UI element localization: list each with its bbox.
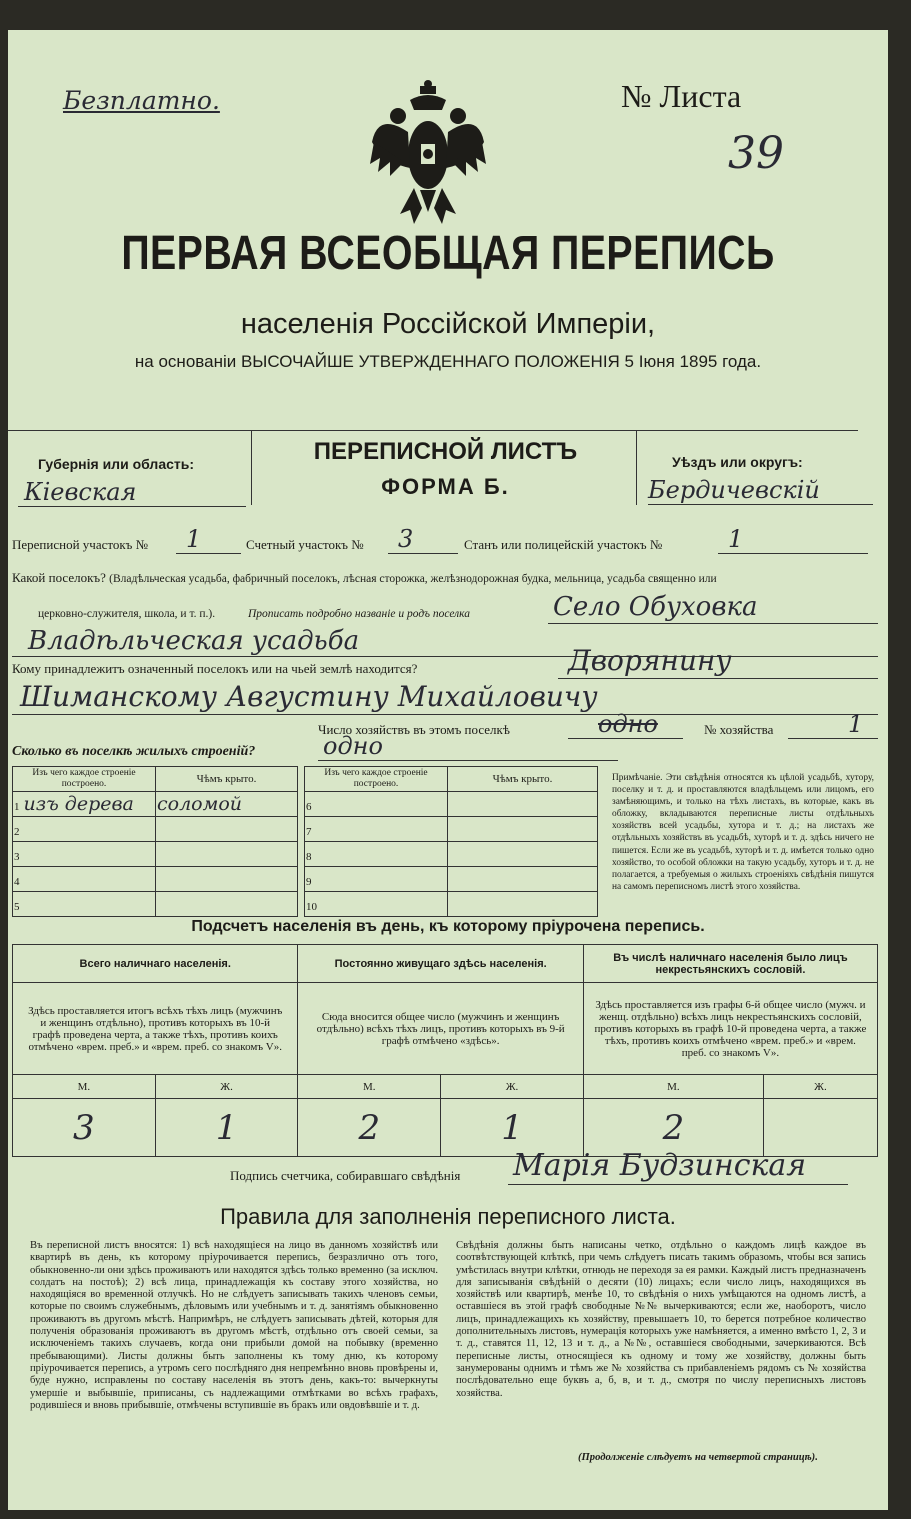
underline	[176, 553, 241, 554]
building-material-cell	[13, 817, 156, 842]
uezd-label: Уѣздъ или округъ:	[672, 454, 803, 470]
building-number: 7	[306, 826, 312, 838]
census-sheet	[8, 30, 888, 1510]
building-roof-value	[448, 817, 598, 842]
sheet-number-value: 39	[728, 128, 784, 179]
buildings-value: одно	[323, 732, 383, 760]
main-title: ПЕРВАЯ ВСЕОБЩАЯ ПЕРЕПИСЬ	[121, 227, 775, 280]
signature-label: Подпись счетчика, собиравшаго свѣдѣнія	[230, 1168, 461, 1183]
underline	[788, 738, 878, 739]
building-number: 8	[306, 851, 312, 863]
underline	[548, 623, 878, 624]
household-number-value: 1	[848, 710, 864, 738]
rules-continued: (Продолженіе слѣдуетъ на четвертой страницѣ).	[578, 1452, 818, 1463]
building-number: 2	[14, 826, 20, 838]
underline	[18, 506, 246, 507]
permanent-female-value: 1	[441, 1099, 584, 1157]
underline	[12, 714, 878, 715]
buildings-label: Сколько въ поселкѣ жилыхъ строеній?	[12, 744, 256, 759]
building-number: 1	[14, 801, 20, 813]
divider	[251, 430, 252, 505]
sheet-number-label: № Листа	[621, 78, 742, 114]
building-row	[305, 792, 598, 817]
population-col-nonpeasant-text: Здѣсь проставляется изъ графы 6-й общее число (мужч. и женщ. отдѣльно) всѣхъ лицъ некрестьянскихъ сословій, противъ которыхъ въ графѣ 10-й проведена черта, а также тѣхъ, противъ коихъ отмѣчено «врем. преб.» и «врем. преб. со знакомъ V».	[583, 983, 877, 1075]
gubernia-value: Кіевская	[24, 478, 137, 506]
building-material-cell	[305, 817, 448, 842]
column-header-roof: Чѣмъ крыто.	[156, 767, 298, 792]
form-name: ФОРМА Б.	[381, 474, 510, 499]
census-district-label: Переписной участокъ №	[12, 537, 149, 552]
male-label: М.	[298, 1075, 441, 1099]
household-number-label: № хозяйства	[704, 722, 774, 737]
population-col-permanent-text: Сюда вносится общее число (мужчинъ и женщинъ отдѣльно) всѣхъ тѣхъ лицъ, противъ которыхъ въ 9-й графѣ отмѣчено «здѣсь».	[298, 983, 583, 1075]
note: Примѣчаніе. Эти свѣдѣнія относятся къ цѣлой усадьбѣ, хутору, поселку и т. д. и проставляются владѣльцемъ или лицомъ, его замѣняющимъ, и только на тѣхъ листахъ, въ которые, какъ въ обложку, вкладываются переписные листы отдѣльныхъ хозяйствъ всей усадьбы, хутора и т. д.; на листахъ же отдѣльныхъ хозяйствъ въ усадьбѣ, хуторѣ и т. д. здѣсь ничего не пишется. Если же въ усадьбѣ, хуторѣ и т. д. имѣется только одно хозяйство, то особой обложки на такую усадьбу, хуторъ и т. д. не полагается, а требуемыя о жилыхъ строеніяхъ свѣдѣнія пишутся на самомъ переписномъ листѣ этого хозяйства.	[612, 773, 874, 892]
building-material-cell	[13, 792, 156, 817]
signature-value: Марія Будзинская	[513, 1148, 807, 1183]
settlement-question	[12, 570, 882, 586]
column-header-roof: Чѣмъ крыто.	[448, 767, 598, 792]
male-label: М.	[13, 1075, 156, 1099]
owner-value-1: Дворянину	[568, 644, 732, 677]
households-label: Число хозяйствъ въ этомъ поселкѣ	[318, 722, 510, 737]
building-roof-value	[156, 867, 298, 892]
census-district-value: 1	[186, 525, 202, 553]
building-material-cell	[13, 892, 156, 917]
building-number: 4	[14, 876, 20, 888]
building-material-value: изъ дерева	[23, 793, 134, 815]
settlement-question-label: Какой поселокъ?	[12, 570, 106, 585]
building-number: 5	[14, 901, 20, 913]
building-number: 6	[306, 801, 312, 813]
building-roof-value	[448, 842, 598, 867]
building-roof-value	[156, 892, 298, 917]
column-header-material: Изъ чего каждое строеніе построено.	[305, 767, 448, 792]
count-district-label: Счетный участокъ №	[246, 537, 364, 552]
underline	[508, 1184, 848, 1185]
female-label: Ж.	[155, 1075, 298, 1099]
settlement-question-hint: (Владѣльческая усадьба, фабричный поселокъ, лѣсная сторожка, желѣзнодорожная будка, мельница, усадьба священно или	[109, 573, 717, 585]
total-male-value: 3	[13, 1099, 156, 1157]
free-label: Безплатно.	[63, 86, 220, 115]
building-material-cell	[305, 792, 448, 817]
rules-left-column: Въ переписной листъ вносятся: 1) всѣ находящіеся на лицо въ данномъ хозяйствѣ или квартирѣ въ день, къ которому пріурочивается перепись, безразлично отъ того, обыкновенно-ли они здѣсь проживаютъ или находятся здѣсь только временно (за исключ. солдатъ на постоѣ); 2) всѣ лица, принадлежащія къ составу этого хозяйства, но находящіяся во временной отлучкѣ. Но не слѣдуетъ записывать такихъ членовъ семьи, которые по своимъ служебнымъ, дѣловымъ или учебнымъ и т. д. занятіямъ обыкновенно проживаютъ въ другомъ мѣстѣ. Напримѣръ, не слѣдуетъ записывать дѣтей, которыя для полученія образованія проживаютъ въ другомъ мѣстѣ, отдѣльно отъ своей семьи, за исключеніемъ такихъ случаевъ, когда они прибыли домой на побывку (временно пребывающими). Листы должны быть заполнены къ тому дню, къ которому пріурочивается перепись, а утромъ сего послѣдняго дня непремѣнно вновь провѣрены и, буде нужно, исправлены по составу населенія въ этотъ день, какъ-то: вычеркнуты умершіе и выбывшіе, приписаны, съ надлежащими отмѣтками во всѣхъ графахъ, родившіеся и вновь прибывшіе, отмѣчены вступившіе въ бракъ или овдовѣвшіе и т. д.	[30, 1240, 438, 1411]
building-row	[305, 842, 598, 867]
building-roof-value	[448, 792, 598, 817]
building-roof-value	[156, 842, 298, 867]
building-row	[13, 842, 298, 867]
underline	[318, 760, 618, 761]
population-heading: Подсчетъ населенія въ день, къ которому пріурочена перепись.	[191, 918, 705, 935]
owner-value-2: Шиманскому Августину Михайловичу	[20, 680, 598, 713]
building-material-cell	[305, 842, 448, 867]
building-roof-value	[448, 892, 598, 917]
population-col-total-text: Здѣсь проставляется итогъ всѣхъ тѣхъ лицъ (мужчинъ и женщинъ отдѣльно), противъ которыхъ въ 10-й графѣ проведена черта, а также тѣхъ, противъ коихъ отмѣчено «врем. преб.» и «врем. преб. со знакомъ V».	[13, 983, 298, 1075]
population-col-nonpeasant-title: Въ числѣ наличнаго населенія было лицъ некрестьянскихъ сословій.	[583, 945, 877, 983]
male-label: М.	[583, 1075, 763, 1099]
divider	[636, 430, 637, 505]
settlement-question-hint-2: церковно-служителя, школа, и т. п.).	[38, 608, 216, 620]
settlement-value-2: Владѣльческая усадьба	[28, 626, 360, 656]
settlement-value-1: Село Обуховка	[553, 592, 758, 622]
building-material-cell	[305, 892, 448, 917]
female-label: Ж.	[441, 1075, 584, 1099]
buildings-table-right	[304, 766, 598, 917]
population-col-permanent-title: Постоянно живущаго здѣсь населенія.	[298, 945, 583, 983]
rules-right-column: Свѣдѣнія должны быть написаны четко, отдѣльно о каждомъ лицѣ каждое въ соотвѣтствующей клѣткѣ, при чемъ слѣдуетъ писать такимъ образомъ, чтобы вся запись умѣстилась внутри клѣтки, отнюдь не переходя за ея рамки. Каждый листъ предназначенъ для записыванія свѣдѣній о десяти (10) лицахъ; если число лицъ, находящихся въ хозяйствѣ или квартирѣ, менѣе 10, то свѣдѣнія о нихъ умѣщаются на одномъ листѣ, а оставшіеся въ этой графѣ свободные №№ вычеркиваются; если же, наоборотъ, число лицъ, принадлежащихъ къ хозяйству, превышаетъ 10, то берется потребное количество дополнительныхъ листовъ, нумерація которыхъ уже намѣняется, а именно вмѣсто 1, 2, 3 и т. д., ставятся 11, 12, 13 и т. д., а №№, оставшіеся свободными, зачеркиваются. Всѣ переписные листы, относящіеся къ одному и тому же хозяйству, должны быть занумерованы однимъ и тѣмъ же № хозяйства съ прибавленіемъ рядомъ съ № хозяйства послѣдовательно еще буквъ а, б, в, и т. д., смотря по числу переписныхъ листовъ хозяйства.	[456, 1240, 866, 1399]
nonpeasant-male-value: 2	[583, 1099, 763, 1157]
subtitle: населенія Россійской Имперіи,	[240, 308, 656, 340]
population-table	[12, 944, 878, 1157]
building-roof-value	[156, 817, 298, 842]
building-number: 9	[306, 876, 312, 888]
rules-title: Правила для заполненія переписного листа.	[220, 1204, 676, 1229]
sheet-title: ПЕРЕПИСНОЙ ЛИСТЪ	[313, 438, 578, 465]
building-row	[305, 817, 598, 842]
double-headed-eagle-emblem	[368, 80, 488, 230]
underline	[388, 553, 458, 554]
building-row	[13, 867, 298, 892]
owner-label: Кому принадлежитъ означенный поселокъ или на чьей землѣ находится?	[12, 661, 418, 676]
building-material-cell	[13, 842, 156, 867]
building-row	[305, 867, 598, 892]
building-material-cell	[305, 867, 448, 892]
building-roof-value: соломой	[156, 792, 298, 817]
legal-basis: на основаніи ВЫСОЧАЙШЕ УТВЕРЖДЕННАГО ПОЛОЖЕНІЯ 5 Іюня 1895 года.	[134, 352, 762, 371]
building-row	[305, 892, 598, 917]
column-header-material: Изъ чего каждое строеніе построено.	[13, 767, 156, 792]
count-district-value: 3	[398, 525, 414, 553]
households-value: одно	[598, 710, 658, 738]
permanent-male-value: 2	[298, 1099, 441, 1157]
building-row	[13, 792, 298, 817]
stan-value: 1	[728, 525, 744, 553]
building-row	[13, 817, 298, 842]
buildings-table-left	[12, 766, 298, 917]
building-row	[13, 892, 298, 917]
building-number: 10	[306, 901, 317, 913]
underline	[558, 678, 878, 679]
total-female-value: 1	[155, 1099, 298, 1157]
underline	[648, 504, 873, 505]
gubernia-label: Губернія или область:	[38, 456, 195, 472]
underline	[12, 656, 878, 657]
underline	[568, 738, 683, 739]
building-roof-value	[448, 867, 598, 892]
underline	[718, 553, 868, 554]
settlement-instruction: Прописать подробно названіе и родъ поселка	[248, 608, 470, 620]
female-label: Ж.	[763, 1075, 877, 1099]
building-material-cell	[13, 867, 156, 892]
uezd-value: Бердичевскій	[648, 476, 820, 504]
stan-label: Станъ или полицейскій участокъ №	[464, 537, 663, 552]
building-number: 3	[14, 851, 20, 863]
population-col-total-title: Всего наличнаго населенія.	[13, 945, 298, 983]
